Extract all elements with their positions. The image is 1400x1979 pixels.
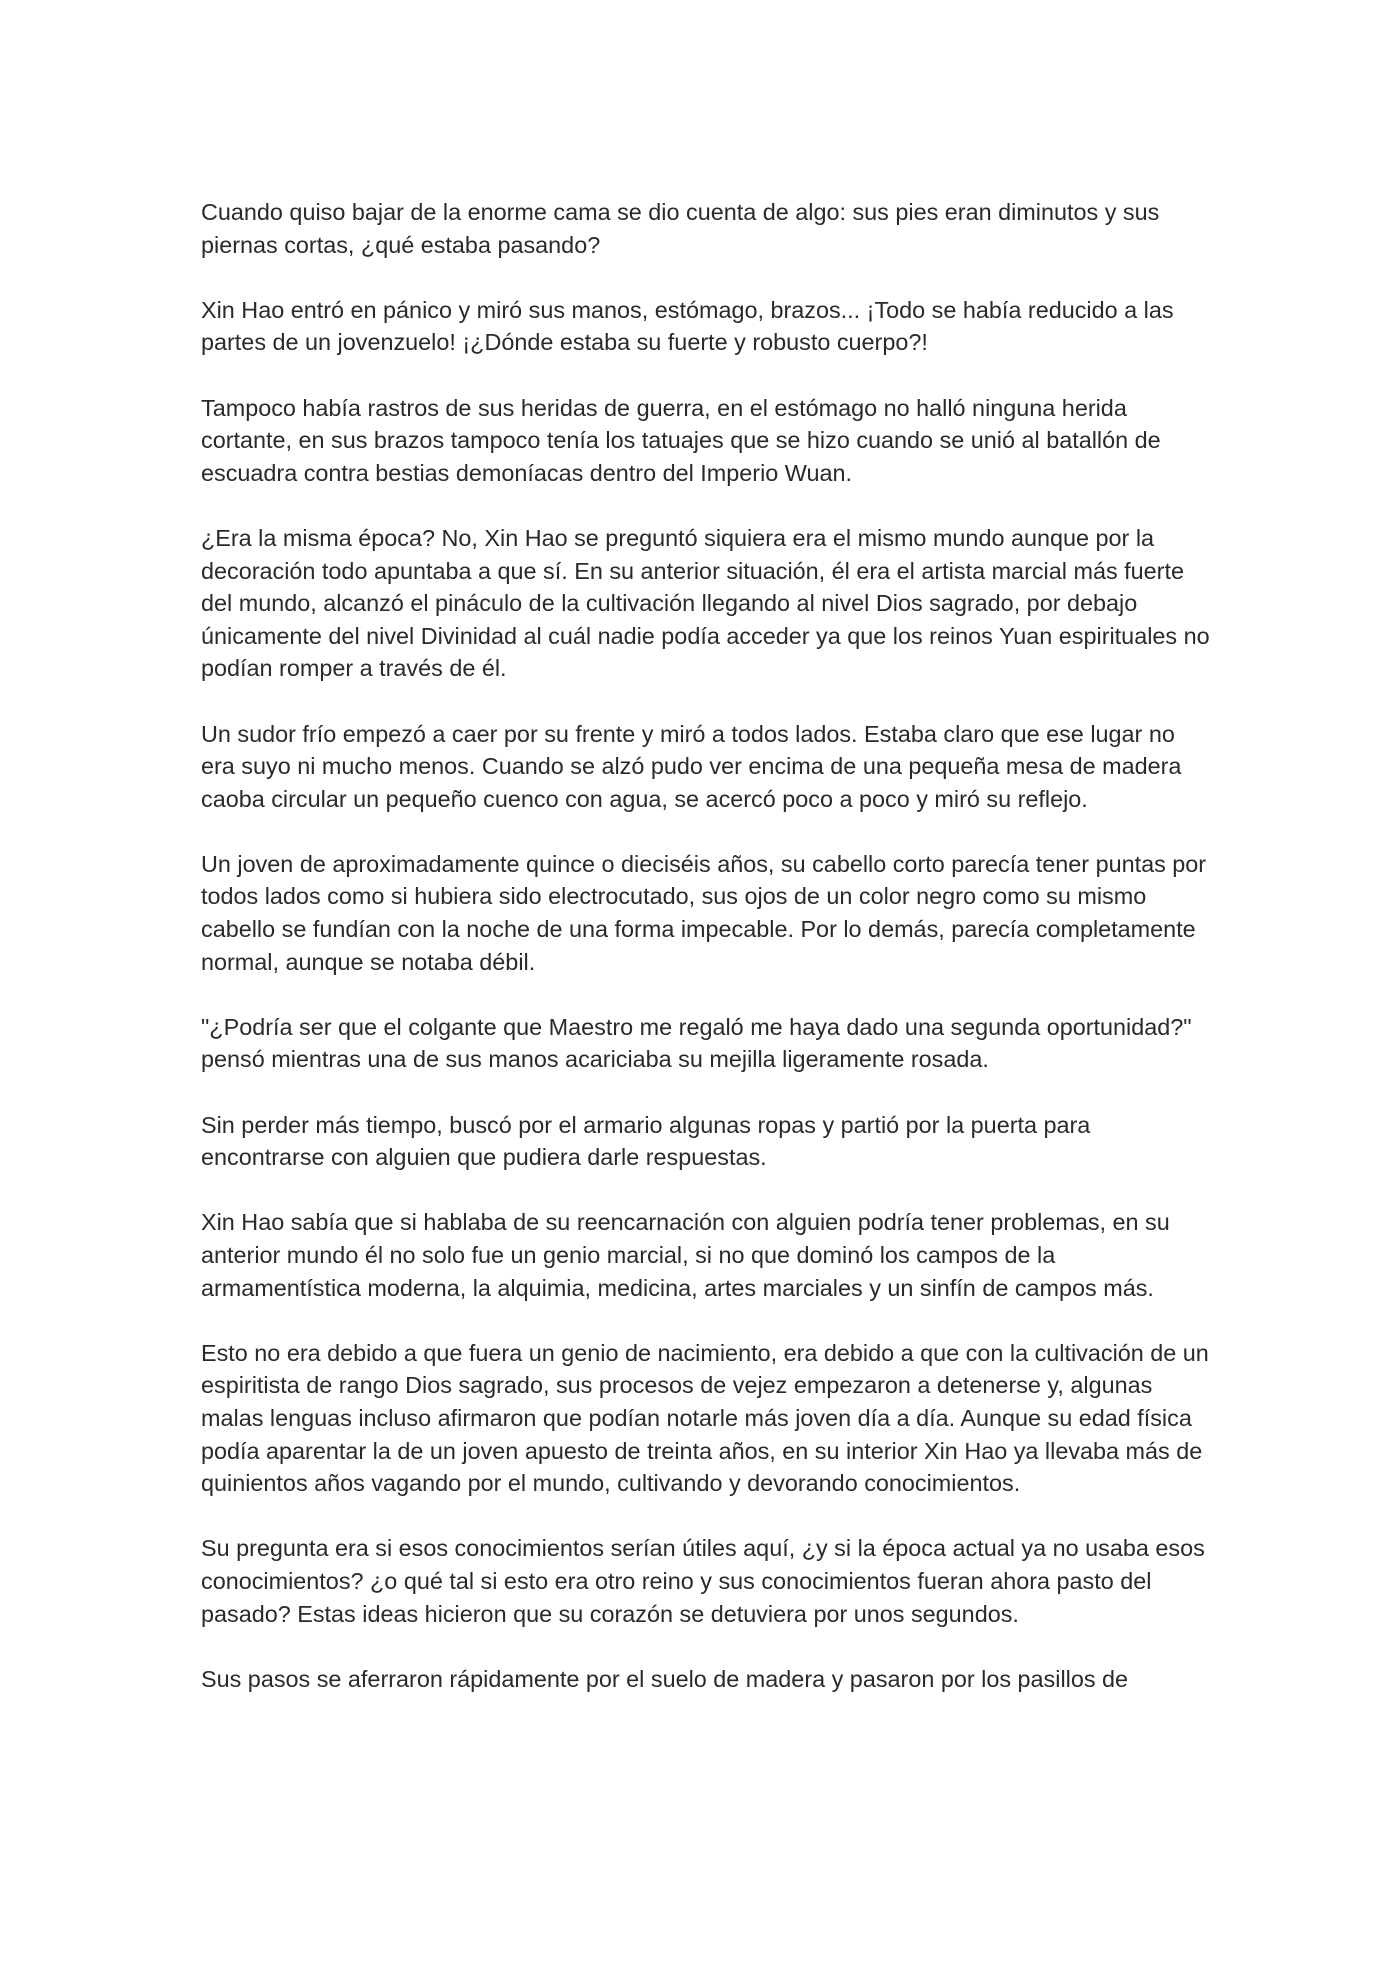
paragraph: Cuando quiso bajar de la enorme cama se dio cuenta de algo: sus pies eran diminutos y sus piernas cortas, ¿qué estaba pasando? xyxy=(201,199,1160,258)
document-body xyxy=(201,196,1211,1728)
paragraph: ¿Era la misma época? No, Xin Hao se preguntó siquiera era el mismo mundo aunque por la decoración todo apuntaba a que sí. En su anterior situación, él era el artista marcial más fuerte del mundo, alcanzó el pináculo de la cultivación llegando al nivel Dios sagrado, por debajo únicamente del nivel Divinidad al cuál nadie podía acceder ya que los reinos Yuan espirituales no podían romper a través de él. xyxy=(201,524,1210,682)
paragraph: Un joven de aproximadamente quince o dieciséis años, su cabello corto parecía tener puntas por todos lados como si hubiera sido electrocutado, sus ojos de un color negro como su mismo cabello se fundían con la noche de una forma impecable. Por lo demás, parecía completamente normal, aunque se notaba débil. xyxy=(201,850,1207,975)
paragraph: Sin perder más tiempo, buscó por el armario algunas ropas y partió por la puerta para encontrarse con alguien que pudiera darle respuestas. xyxy=(201,1111,1091,1171)
paragraph: Esto no era debido a que fuera un genio de nacimiento, era debido a que con la cultivación de un espiritista de rango Dios sagrado, sus procesos de vejez empezaron a detenerse y, algunas malas lenguas incluso afirmaron que podían notarle más joven día a día. Aunque su edad física podía aparentar la de un joven apuesto de treinta años, en su interior Xin Hao ya llevaba más de quinientos años vagando por el mundo, cultivando y devorando conocimientos. xyxy=(201,1339,1209,1497)
paragraph: "¿Podría ser que el colgante que Maestro me regaló me haya dado una segunda oportunidad?" pensó mientras una de sus manos acariciaba su mejilla ligeramente rosada. xyxy=(201,1013,1192,1073)
paragraph: Un sudor frío empezó a caer por su frente y miró a todos lados. Estaba claro que ese lugar no era suyo ni mucho menos. Cuando se alzó pudo ver encima de una pequeña mesa de madera caoba circular un pequeño cuenco con agua, se acercó poco a poco y miró su reflejo. xyxy=(201,720,1182,812)
paragraph: Xin Hao sabía que si hablaba de su reencarnación con alguien podría tener problemas, en su anterior mundo él no solo fue un genio marcial, si no que dominó los campos de la armamentística moderna, la alquimia, medicina, artes marciales y un sinfín de campos más. xyxy=(201,1209,1170,1301)
paragraph: Xin Hao entró en pánico y miró sus manos, estómago, brazos... ¡Todo se había reducido a las partes de un jovenzuelo! ¡¿Dónde estaba su fuerte y robusto cuerpo?! xyxy=(201,296,1174,356)
paragraph: Sus pasos se aferraron rápidamente por el suelo de madera y pasaron por los pasillos de xyxy=(201,1665,1129,1692)
paragraph: Tampoco había rastros de sus heridas de guerra, en el estómago no halló ninguna herida cortante, en sus brazos tampoco tenía los tatuajes que se hizo cuando se unió al batallón de escuadra contra bestias demoníacas dentro del Imperio Wuan. xyxy=(201,394,1161,486)
paragraph: Su pregunta era si esos conocimientos serían útiles aquí, ¿y si la época actual ya no usaba esos conocimientos? ¿o qué tal si esto era otro reino y sus conocimientos fueran ahora pasto del pasado? Estas ideas hicieron que su corazón se detuviera por unos segundos. xyxy=(201,1535,1205,1627)
